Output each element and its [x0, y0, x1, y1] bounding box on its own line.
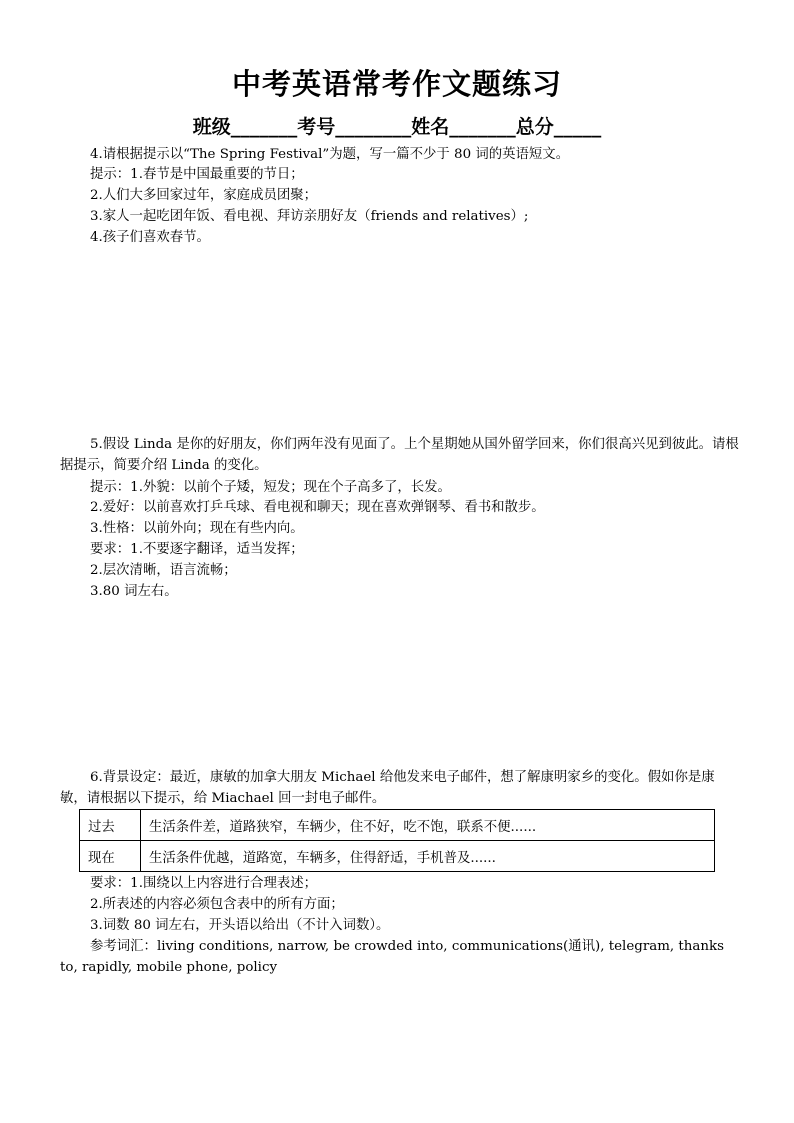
q6-requirement-3: 3.词数 80 词左右，开头语以给出（不计入词数）。 [90, 918, 390, 933]
comparison-table [79, 809, 715, 872]
table-row-label: 现在 [80, 841, 141, 872]
q5-hint-2: 2.爱好：以前喜欢打乒乓球、看电视和聊天；现在喜欢弹钢琴、看书和散步。 [90, 500, 545, 515]
table-row-content: 生活条件差，道路狭窄，车辆少，住不好，吃不饱，联系不便...... [141, 810, 715, 841]
q4-hint-4: 4.孩子们喜欢春节。 [90, 230, 210, 245]
q6-vocabulary-text: 参考词汇：living conditions, narrow, be crowded into, communications(通讯), telegram, thanks to, rapidly, mobile phone, policy [60, 939, 725, 975]
q5-prompt [60, 435, 740, 476]
q5-requirement-3: 3.80 词左右。 [90, 584, 178, 599]
q5-prompt-text: 5.假设 Linda 是你的好朋友，你们两年没有见面了。上个星期她从国外留学回来，你们很高兴见到彼此。请根据提示，简要介绍 Linda 的变化。 [60, 437, 739, 473]
q6-requirement-1: 要求：1.围绕以上内容进行合理表述； [90, 876, 318, 891]
q4-hint-1: 提示：1.春节是中国最重要的节日； [90, 167, 304, 182]
student-info-line: 班级_______考号________姓名_______总分_____ [192, 116, 602, 138]
q5-requirement-1: 要求：1.不要逐字翻译，适当发挥； [90, 542, 304, 557]
q5-requirement-2: 2.层次清晰，语言流畅； [90, 563, 237, 578]
table-row-content: 生活条件优越，道路宽，车辆多，住得舒适，手机普及...... [141, 841, 715, 872]
q5-hint-3: 3.性格：以前外向；现在有些内向。 [90, 521, 304, 536]
table-row [80, 841, 715, 872]
q6-prompt [60, 768, 740, 809]
q6-prompt-text: 6.背景设定：最近，康敏的加拿大朋友 Michael 给他发来电子邮件，想了解康明家乡的变化。假如你是康敏，请根据以下提示，给 Miachael 回一封电子邮件。 [60, 770, 715, 806]
q6-requirement-2: 2.所表述的内容必须包含表中的所有方面； [90, 897, 344, 912]
q4-hint-2: 2.人们大多回家过年，家庭成员团聚； [90, 188, 318, 203]
q4-hint-3: 3.家人一起吃团年饭、看电视、拜访亲朋好友（friends and relatives）; [90, 209, 529, 224]
table-row [80, 810, 715, 841]
q6-vocabulary [60, 937, 740, 978]
q4-prompt: 4.请根据提示以“The Spring Festival”为题，写一篇不少于 80 词的英语短文。 [90, 147, 570, 162]
q5-hint-1: 提示：1.外貌：以前个子矮，短发；现在个子高多了，长发。 [90, 480, 451, 495]
table-row-label: 过去 [80, 810, 141, 841]
page-title: 中考英语常考作文题练习 [231, 67, 562, 101]
